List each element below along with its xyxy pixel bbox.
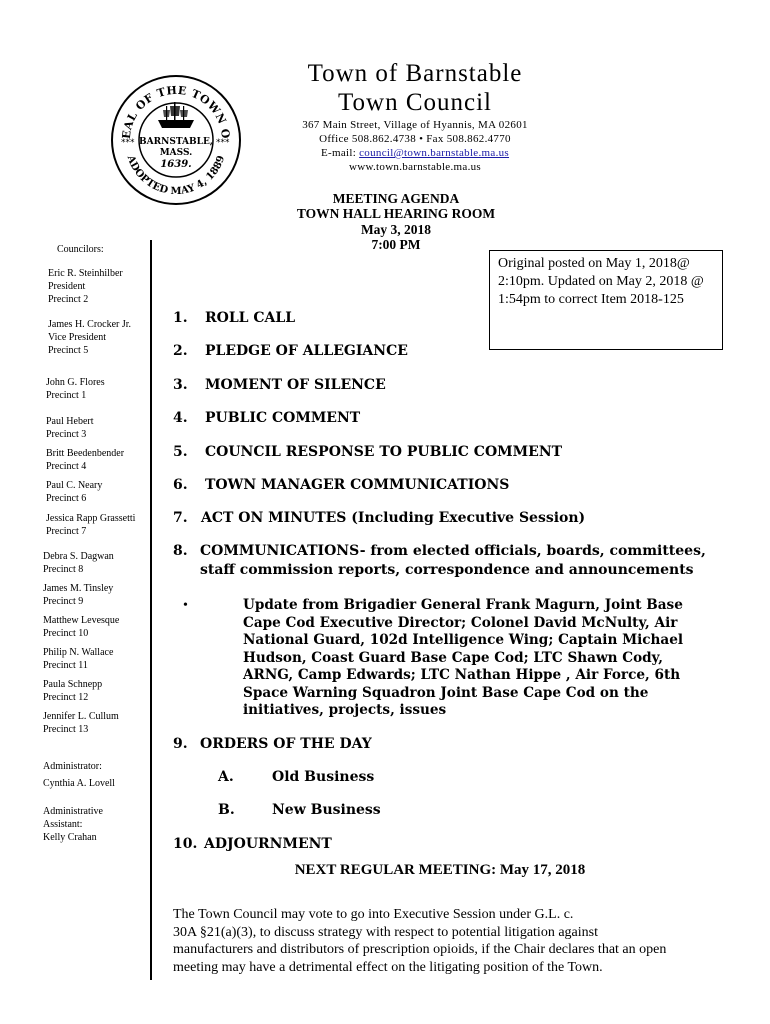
seal-graphic	[108, 72, 244, 208]
assistant-block	[43, 805, 153, 844]
councilor-name: Paul Hebert	[46, 416, 94, 427]
councilor-role: Vice President	[48, 332, 106, 343]
agenda-item	[173, 444, 562, 460]
councilor-precinct: Precinct 10	[43, 628, 89, 639]
agenda-item	[173, 343, 408, 359]
header-title-line1: Town of Barnstable	[307, 60, 523, 87]
bullet-line: Update from Brigadier General Frank Magurn, Joint Base	[243, 597, 683, 613]
agenda-item-number: 1.	[173, 310, 188, 326]
agenda-item-label: COMMUNICATIONS- from elected officials, boards, committees,	[200, 543, 706, 559]
executive-session-notice	[173, 906, 713, 976]
bullet-line: Hudson, Coast Guard Base Cape Cod; LTC Shawn Cody,	[243, 649, 664, 666]
svg-text:***: ***	[121, 138, 135, 148]
assistant-label-line2: Assistant:	[43, 819, 83, 830]
councilor-precinct: Precinct 12	[43, 692, 89, 703]
councilor-precinct: Precinct 11	[43, 660, 88, 671]
councilor-precinct: Precinct 13	[43, 724, 89, 735]
order-letter: B.	[218, 802, 235, 818]
order-item	[218, 802, 381, 818]
councilor-name: James H. Crocker Jr.	[48, 319, 132, 330]
seal-bottom-text: ADOPTED MAY 4, 1889	[124, 154, 228, 197]
councilor-entry	[43, 550, 153, 576]
posting-notice-text: Original posted on May 1, 2018@ 2:10pm. Updated on May 2, 2018 @ 1:54pm to correct Item 2018-125	[498, 256, 704, 307]
agenda-item	[173, 310, 295, 326]
councilor-name: Jennifer L. Cullum	[43, 711, 119, 722]
agenda-item-label: PLEDGE OF ALLEGIANCE	[205, 343, 408, 359]
administrator-name: Cynthia A. Lovell	[43, 778, 115, 789]
agenda-item-number: 9.	[173, 736, 188, 752]
footer-line: manufacturers and distributors of prescription opioids, if the Chair declares that an open	[173, 942, 667, 957]
councilor-precinct: Precinct 1	[46, 390, 87, 401]
councilor-precinct: Precinct 6	[46, 493, 87, 504]
agenda-item	[173, 836, 332, 852]
email-label: E-mail:	[320, 147, 360, 159]
councilor-entry	[46, 479, 156, 505]
councilor-name: Matthew Levesque	[43, 615, 120, 626]
order-label: New Business	[272, 802, 381, 818]
councilor-entry	[43, 646, 153, 672]
agenda-item-label: MOMENT OF SILENCE	[205, 377, 386, 393]
svg-text:SEAL OF THE TOWN OF	[108, 72, 232, 140]
councilor-role: President	[48, 281, 86, 292]
agenda-item-label: COUNCIL RESPONSE TO PUBLIC COMMENT	[205, 444, 563, 460]
councilor-entry	[43, 710, 153, 736]
email-link[interactable]: council@town.barnstable.ma.us	[359, 147, 510, 159]
seal-state: MASS.	[159, 148, 193, 158]
agenda-item	[173, 510, 585, 526]
header-title-line2: Town Council	[338, 89, 492, 116]
posting-notice-box	[489, 250, 723, 350]
councilor-precinct: Precinct 8	[43, 564, 84, 575]
meeting-date: May 3, 2018	[360, 222, 432, 237]
bullet-line: Cape Cod Executive Director; Colonel David McNulty, Air	[243, 614, 678, 631]
councilor-precinct: Precinct 4	[46, 461, 87, 472]
councilor-entry	[43, 582, 153, 608]
agenda-item-label: ADJOURNMENT	[204, 836, 332, 852]
agenda-item	[173, 477, 509, 493]
agenda-item-number: 6.	[173, 477, 188, 493]
councilor-name: James M. Tinsley	[43, 583, 114, 594]
councilor-entry	[46, 415, 156, 441]
agenda-item-number: 10.	[173, 836, 198, 852]
agenda-item-label: ACT ON MINUTES (Including Executive Session)	[201, 510, 586, 526]
header-phone-fax: Office 508.862.4738 • Fax 508.862.4770	[319, 133, 511, 145]
order-label: Old Business	[272, 769, 375, 785]
councilor-name: Paul C. Neary	[46, 480, 103, 491]
councilor-precinct: Precinct 5	[48, 345, 89, 356]
councilor-precinct: Precinct 3	[46, 429, 87, 440]
seal-outer-text: EAL OF THE TOWN O	[119, 83, 233, 140]
bullet-line: ARNG, Camp Edwards; LTC Nathan Hippe , Air Force, 6th	[243, 667, 681, 683]
header-address: 367 Main Street, Village of Hyannis, MA 02601	[302, 119, 528, 131]
councilor-name: John G. Flores	[46, 377, 105, 388]
order-item	[218, 769, 374, 785]
seal-year: 1639.	[160, 159, 192, 170]
councilor-name: Paula Schnepp	[43, 679, 103, 690]
councilor-name: Philip N. Wallace	[43, 647, 114, 658]
councilor-entry	[43, 614, 153, 640]
agenda-item-number: 3.	[173, 377, 188, 393]
meeting-time: 7:00 PM	[371, 237, 421, 252]
councilor-entry	[46, 447, 156, 473]
councilor-entry	[48, 267, 158, 306]
meeting-location: TOWN HALL HEARING ROOM	[296, 206, 496, 221]
footer-line: 30A §21(a)(3), to discuss strategy with respect to potential litigation against	[173, 924, 598, 940]
bullet-text	[243, 597, 713, 720]
agenda-item-label: PUBLIC COMMENT	[205, 410, 361, 426]
order-letter: A.	[218, 769, 234, 785]
agenda-item-number: 4.	[173, 410, 188, 426]
councilors-label: Councilors:	[57, 244, 104, 255]
footer-line: The Town Council may vote to go into Executive Session under G.L. c.	[173, 907, 574, 922]
councilor-entry	[43, 678, 153, 704]
seal-town-name: BARNSTABLE,	[139, 137, 213, 147]
councilor-precinct: Precinct 7	[46, 526, 87, 537]
agenda-item-label: ORDERS OF THE DAY	[200, 736, 372, 752]
agenda-item	[173, 542, 706, 580]
agenda-item	[173, 410, 360, 426]
councilor-entry	[48, 318, 158, 357]
meeting-agenda-heading: MEETING AGENDA	[332, 191, 460, 206]
town-seal	[108, 72, 244, 208]
bullet-marker: •	[183, 598, 188, 613]
assistant-label-line1: Administrative	[43, 806, 103, 817]
agenda-item-label-cont: staff commission reports, correspondence and announcements	[200, 562, 694, 578]
councilor-precinct: Precinct 2	[48, 294, 89, 305]
agenda-item	[173, 377, 386, 393]
agenda-item-number: 7.	[173, 510, 188, 526]
agenda-item	[173, 736, 372, 752]
bullet-line: National Guard, 102d Intelligence Wing; Captain Michael	[243, 632, 684, 648]
councilor-name: Debra S. Dagwan	[43, 551, 114, 562]
councilor-name: Britt Beedenbender	[46, 448, 125, 459]
header-email-line	[250, 147, 580, 159]
bullet-line: initiatives, projects, issues	[243, 702, 447, 718]
footer-line: meeting may have a detrimental effect on the litigating position of the Town.	[173, 959, 603, 975]
councilor-precinct: Precinct 9	[43, 596, 84, 607]
assistant-name: Kelly Crahan	[43, 832, 97, 843]
councilor-entry	[46, 376, 156, 402]
svg-text:***: ***	[216, 138, 230, 148]
agenda-item-label: TOWN MANAGER COMMUNICATIONS	[205, 477, 510, 493]
agenda-item-number: 5.	[173, 444, 188, 460]
agenda-item-number: 8.	[173, 543, 188, 559]
agenda-item-label: ROLL CALL	[205, 310, 296, 326]
agenda-item-number: 2.	[173, 343, 188, 359]
councilor-name: Eric R. Steinhilber	[48, 268, 123, 279]
bullet-line: Space Warning Squadron Joint Base Cape Cod on the	[243, 684, 649, 701]
councilor-entry	[46, 512, 156, 538]
next-meeting: NEXT REGULAR MEETING: May 17, 2018	[294, 862, 586, 878]
header-website: www.town.barnstable.ma.us	[348, 161, 482, 173]
administrator-label: Administrator:	[43, 761, 102, 772]
councilor-name: Jessica Rapp Grassetti	[46, 513, 136, 524]
